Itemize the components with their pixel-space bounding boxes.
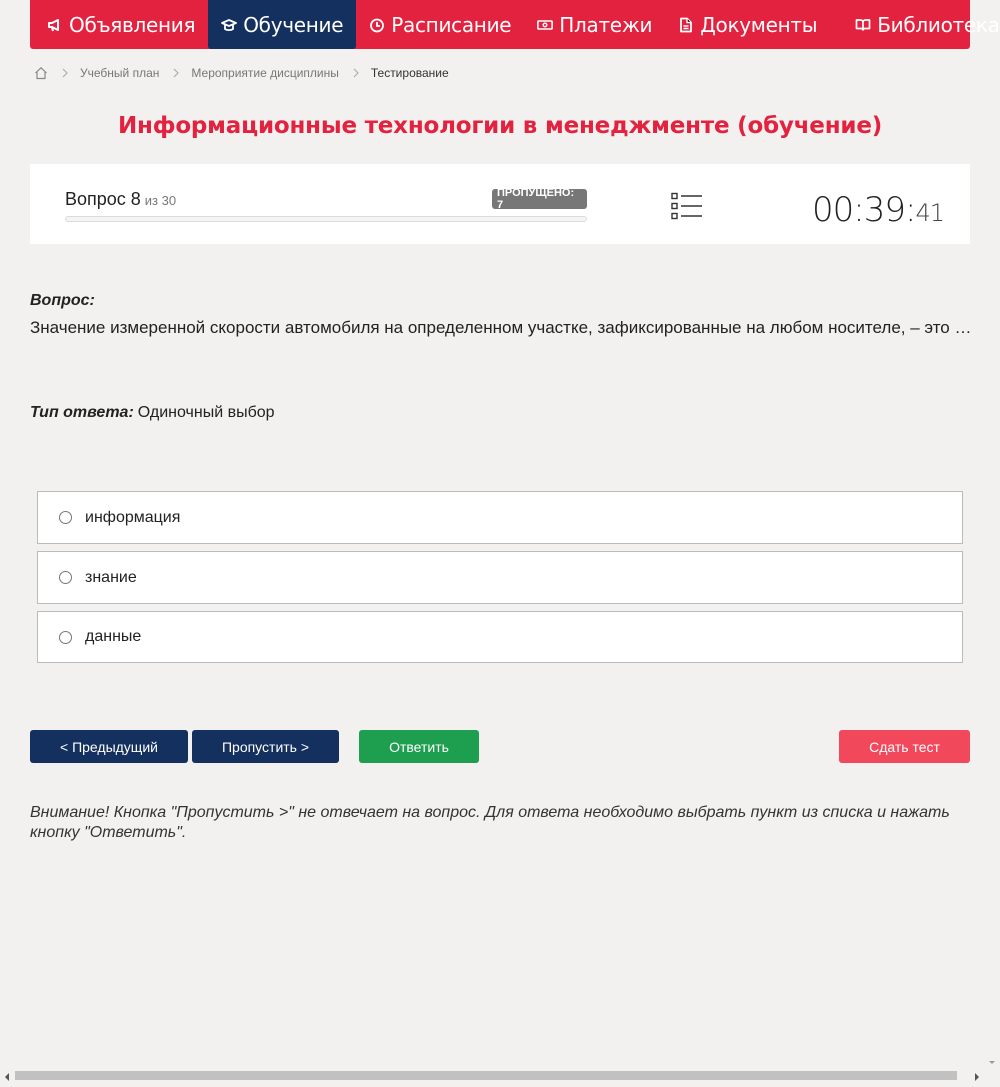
nav-item-label: Объявления (69, 12, 196, 37)
scroll-right-arrow-icon[interactable] (973, 1069, 981, 1087)
answer-button[interactable]: Ответить (359, 730, 479, 763)
document-icon (678, 17, 694, 33)
nav-item-label: Обучение (243, 12, 344, 37)
nav-item-announcements[interactable] (34, 0, 208, 49)
graduation-cap-icon (221, 17, 237, 33)
nav-item-schedule[interactable] (356, 0, 524, 49)
chevron-right-icon (62, 68, 68, 78)
scroll-left-arrow-icon[interactable] (3, 1069, 11, 1087)
breadcrumb (34, 62, 449, 84)
nav-item-learning[interactable] (208, 0, 356, 49)
skip-button[interactable]: Пропустить > (192, 730, 339, 763)
answer-option[interactable] (37, 551, 963, 604)
question-number: Вопрос 8 (65, 189, 141, 209)
answer-type (30, 404, 275, 422)
question-counter (65, 189, 176, 210)
option-radio[interactable] (59, 631, 72, 644)
clock-icon (369, 17, 385, 33)
answer-option[interactable] (37, 611, 963, 663)
timer-main: 00:39: (812, 190, 916, 230)
scrollbar-thumb[interactable] (15, 1071, 957, 1080)
question-label: Вопрос: (30, 292, 95, 309)
answer-option[interactable] (37, 491, 963, 544)
megaphone-icon (47, 17, 63, 33)
nav-item-label: Библиотека (877, 12, 1000, 37)
option-radio[interactable] (59, 571, 72, 584)
progress-bar (65, 216, 587, 222)
answer-type-label: Тип ответа: (30, 404, 134, 421)
nav-item-label: Платежи (559, 12, 653, 37)
option-text: знание (85, 568, 137, 586)
horizontal-scrollbar[interactable] (0, 1066, 1000, 1082)
test-status-panel (30, 164, 970, 244)
breadcrumb-study-plan[interactable]: Учебный план (80, 66, 160, 80)
breadcrumb-testing: Тестирование (370, 66, 449, 80)
notice-text: Внимание! Кнопка "Пропустить >" не отвечает на вопрос. Для ответа необходимо выбрать пункт из списка и нажать кнопку "Ответить". (30, 804, 950, 841)
question-total: из 30 (144, 193, 177, 208)
nav-item-documents[interactable] (665, 0, 830, 49)
skipped-badge: ПРОПУЩЕНО: 7 (492, 189, 587, 209)
question-text: Значение измеренной скорости автомобиля на определенном участке, зафиксированные на любом носителе, – это … (30, 318, 972, 337)
nav-item-payments[interactable] (524, 0, 665, 49)
previous-button[interactable]: < Предыдущий (30, 730, 188, 763)
page-title: Информационные технологии в менеджменте (обучение) (117, 113, 883, 139)
option-text: данные (85, 628, 142, 645)
answer-type-value: Одиночный выбор (137, 404, 275, 421)
timer-seconds: 41 (915, 199, 944, 227)
nav-item-library[interactable] (842, 0, 1000, 49)
home-icon[interactable] (34, 66, 48, 80)
book-icon (855, 17, 871, 33)
option-text: информация (85, 508, 181, 526)
chevron-right-icon (353, 68, 359, 78)
money-icon (537, 17, 553, 33)
option-radio[interactable] (59, 511, 72, 524)
timer (812, 190, 944, 230)
main-navigation (30, 0, 1000, 49)
breadcrumb-discipline-event[interactable]: Мероприятие дисциплины (191, 66, 339, 80)
nav-item-label: Документы (700, 12, 818, 37)
question-list-icon[interactable] (671, 192, 703, 225)
submit-test-button[interactable]: Сдать тест (839, 730, 970, 763)
chevron-right-icon (173, 68, 179, 78)
nav-item-label: Расписание (391, 12, 512, 37)
